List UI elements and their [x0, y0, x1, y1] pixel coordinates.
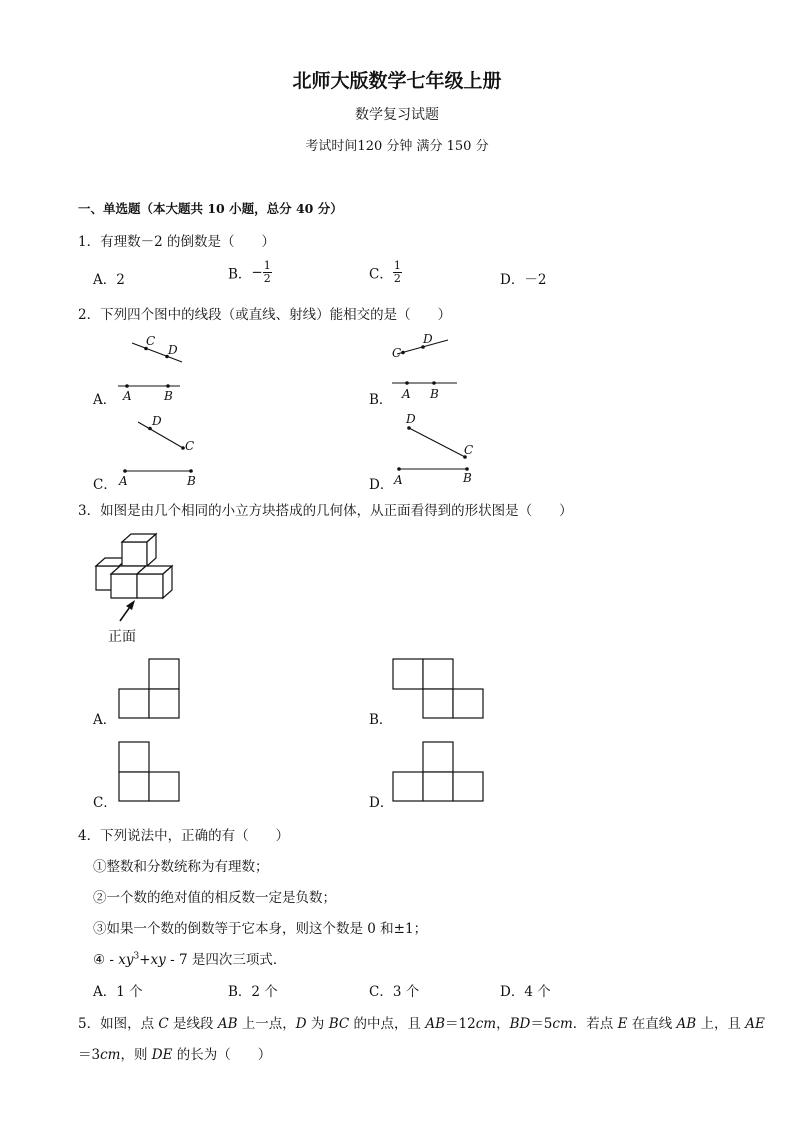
label-d: D — [423, 332, 433, 346]
q5-text: 的中点，且 — [349, 1016, 426, 1032]
label-d: D — [168, 343, 178, 357]
q1-option-a: A．2 — [93, 272, 125, 288]
q5-text: 为 — [306, 1016, 329, 1032]
q4-s4-mid: + — [139, 952, 151, 968]
q2-figure-c — [110, 410, 200, 490]
q4-s4-exp: 3 — [133, 951, 140, 962]
q1-option-b — [228, 260, 272, 285]
q5-var: AB — [676, 1016, 697, 1032]
q4-statement-4 — [93, 948, 286, 968]
q5-var: AE — [745, 1016, 765, 1032]
point-a — [123, 469, 127, 473]
q1-b-den: 2 — [263, 272, 271, 285]
q1-b-num: 1 — [263, 259, 271, 272]
q4-option-d: D．4 个 — [500, 984, 551, 1000]
label-b: B — [187, 474, 196, 488]
q5-var: D — [295, 1016, 307, 1032]
q4-statement-1: ①整数和分数统称为有理数； — [93, 859, 269, 875]
q1-b-label: B． — [228, 266, 252, 283]
q1-c-den: 2 — [393, 272, 401, 285]
point-c — [401, 351, 405, 355]
q4-s4-xy: xy — [118, 952, 134, 968]
q4-option-c: C．3 个 — [369, 984, 420, 1000]
q2-option-b: B． — [369, 392, 393, 408]
q3-figure-d — [393, 741, 488, 805]
q4-statement-3: ③如果一个数的倒数等于它本身，则这个数是 0 和±1； — [93, 921, 428, 937]
label-c: C — [185, 439, 195, 453]
label-d: D — [152, 414, 162, 428]
page-subtitle: 数学复习试题 — [355, 107, 439, 123]
q3-option-b: B． — [369, 712, 393, 728]
section-heading: 一、单选题（本大题共 10 小题，总分 40 分） — [78, 201, 343, 216]
q2-option-d: D． — [369, 477, 394, 493]
q1-option-d: D．－2 — [500, 272, 547, 288]
q5-unit: cm — [100, 1047, 121, 1063]
q4-option-b: B．2 个 — [228, 984, 278, 1000]
q1-b-fraction — [263, 260, 272, 285]
q5-text: ＝3 — [78, 1047, 101, 1063]
q3-option-d: D． — [369, 795, 394, 811]
q1-stem: 1．有理数－2 的倒数是（ ） — [78, 234, 275, 250]
q5-var: BC — [328, 1016, 350, 1032]
q5-text: 上一点， — [237, 1016, 296, 1032]
point-d — [407, 426, 411, 430]
label-d: D — [406, 412, 416, 426]
q4-statement-2: ②一个数的绝对值的相反数一定是负数； — [93, 890, 336, 906]
q3-figure-a — [119, 658, 183, 722]
q3-stem: 3．如图是由几个相同的小立方块搭成的几何体，从正面看得到的形状图是（ ） — [78, 503, 573, 519]
q2-stem: 2．下列四个图中的线段（或直线、射线）能相交的是（ ） — [78, 307, 452, 323]
point-a — [397, 467, 401, 471]
q5-text: ， — [496, 1016, 510, 1032]
q1-option-c — [369, 260, 402, 285]
q5-text: 上，且 — [696, 1016, 746, 1032]
label-a: A — [123, 389, 132, 403]
q3-option-a: A． — [93, 712, 117, 728]
point-b — [166, 384, 170, 388]
label-a: A — [394, 473, 403, 487]
label-c: C — [464, 443, 474, 457]
q5-stem-line2 — [78, 1043, 271, 1063]
q3-option-c: C． — [93, 795, 117, 811]
point-b — [189, 469, 193, 473]
point-a — [405, 381, 409, 385]
q1-b-sign: − — [251, 264, 263, 281]
q2-figure-b — [385, 330, 465, 405]
label-a: A — [119, 474, 128, 488]
q3-figure-c — [118, 741, 182, 805]
exam-meta: 考试时间120 分钟 满分 150 分 — [305, 139, 489, 154]
q4-option-a: A．1 个 — [93, 984, 143, 1000]
q4-s4-pre: ④ - — [93, 952, 119, 968]
q5-unit: cm — [475, 1016, 497, 1032]
q1-c-fraction — [393, 260, 402, 285]
q5-var: E — [617, 1016, 628, 1032]
q5-var: DE — [151, 1047, 173, 1063]
label-b: B — [164, 389, 173, 403]
q1-c-label: C． — [369, 266, 393, 283]
q3-cube-figure — [92, 528, 192, 623]
q5-text: 在直线 — [627, 1016, 677, 1032]
q5-stem-line1 — [78, 1012, 765, 1032]
q5-var: AB — [217, 1016, 238, 1032]
q5-text: ＝12 — [445, 1016, 476, 1032]
q5-text: 的长为（ ） — [172, 1047, 272, 1063]
q1-c-num: 1 — [393, 259, 401, 272]
q5-text: ＝5 — [530, 1016, 553, 1032]
label-a: A — [402, 387, 411, 401]
q2-option-c: C． — [93, 477, 117, 493]
label-c: C — [392, 346, 402, 360]
q5-text: ．若点 — [572, 1016, 618, 1032]
q5-text: 5．如图，点 — [78, 1016, 159, 1032]
q2-figure-d — [385, 410, 485, 490]
q5-text: ，则 — [120, 1047, 152, 1063]
q4-stem: 4．下列说法中，正确的有（ ） — [78, 828, 290, 844]
q5-var: AB — [425, 1016, 445, 1032]
q5-unit: cm — [552, 1016, 573, 1032]
point-a — [125, 384, 129, 388]
point-b — [432, 381, 436, 385]
label-b: B — [463, 471, 472, 485]
q2-figure-a — [110, 330, 190, 405]
q4-s4-xy2: xy — [150, 952, 166, 968]
front-label: 正面 — [108, 629, 136, 645]
q3-figure-b — [393, 658, 488, 722]
label-b: B — [430, 387, 439, 401]
q5-var: C — [158, 1016, 169, 1032]
page-title: 北师大版数学七年级上册 — [292, 70, 502, 92]
q4-s4-post: - 7 是四次三项式． — [165, 952, 287, 968]
q2-option-a: A． — [93, 392, 117, 408]
q5-var: BD — [509, 1016, 531, 1032]
q5-text: 是线段 — [168, 1016, 218, 1032]
label-c: C — [146, 334, 156, 348]
